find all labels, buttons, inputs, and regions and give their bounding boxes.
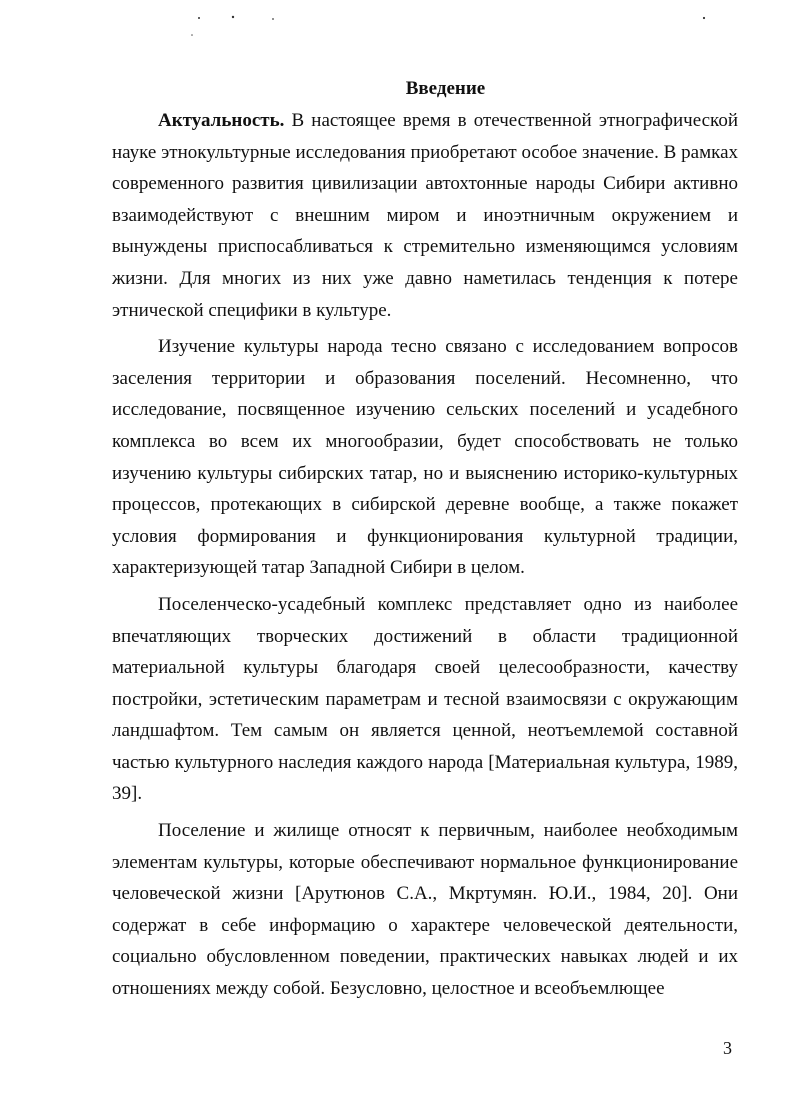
paragraph-relevance (112, 105, 738, 326)
paragraph-dwelling: Поселение и жилище относят к первичным, наиболее необходимым элементам культуры, которые обеспечивают нормальное функционирование человеческой жизни [Арутюнов С.А., Мкртумян. Ю.И., 1984, 20]. Они содержат в себе информацию о характере человеческой деятельности, социально обусловленном поведении, практических навыках людей и их отношениях между собой. Безусловно, целостное и всеобъемлющее (112, 820, 738, 1000)
paragraph-text: В настоящее время в отечественной этнографической науке этнокультурные исследования приобретают особое значение. В рамках современного развития цивилизации автохтонные народы Сибири активно взаимодействуют с внешним миром и иноэтничным окружением и вынуждены приспосабливаться к стремительно изменяющимся условиям жизни. Для многих из них уже давно наметилась тенденция к потере этнической специфики в культуре. (112, 110, 738, 321)
document-body (112, 105, 738, 1005)
paragraph-settlement-complex: Поселенческо-усадебный комплекс представляет одно из наиболее впечатляющих творческих достижений в области традиционной материальной культуры благодаря своей целесообразности, качеству постройки, эстетическим параметрам и тесной взаимосвязи с окружающим ландшафтом. Тем самым он является ценной, неотъемлемой составной частью культурного наследия каждого народа [Материальная культура, 1989, 39]. (112, 593, 738, 805)
page-title: Введение (405, 78, 486, 99)
page-number: 3 (723, 1038, 732, 1058)
paragraph-culture-study: Изучение культуры народа тесно связано с исследованием вопросов заселения территории и образования поселений. Несомненно, что исследование, посвященное изучению сельских поселений и усадебного комплекса во всем их многообразии, будет способствовать не только изучению культуры сибирских татар, но и выяснению историко-культурных процессов, протекающих в сибирской деревне вообще, а также покажет условия формирования и функционирования культурной традиции, характеризующей татар Западной Сибири в целом. (112, 336, 738, 579)
scan-specks (0, 0, 791, 60)
paragraph-lead: Актуальность. (158, 110, 285, 131)
